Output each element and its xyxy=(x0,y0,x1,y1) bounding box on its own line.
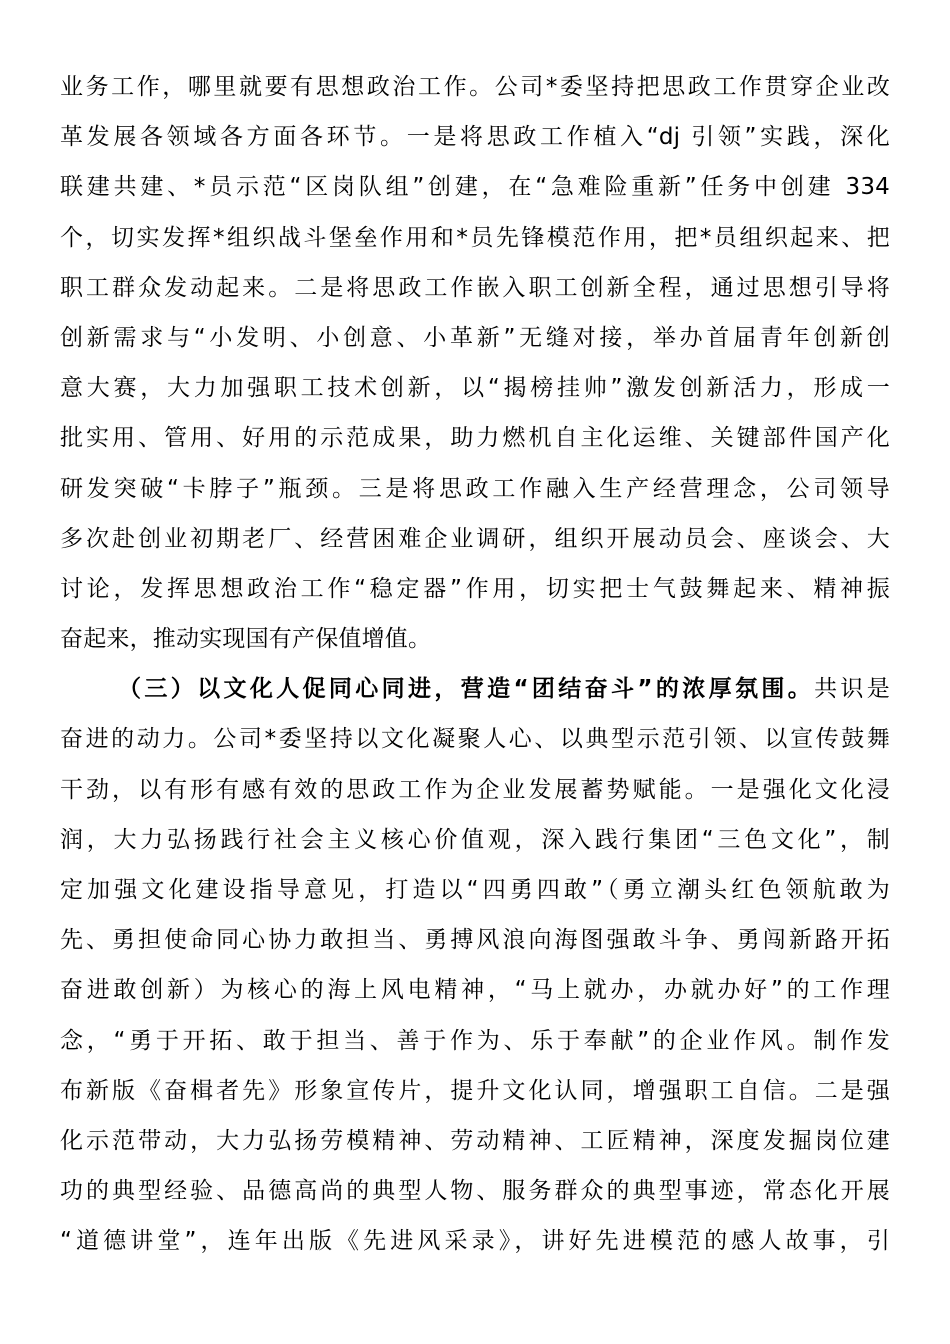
paragraph-line: 业务工作，哪里就要有思想政治工作。公司*委坚持把思政工作贯穿企业改 xyxy=(60,74,890,100)
paragraph-line: 讨论，发挥思想政治工作“稳定器”作用，切实把士气鼓舞起来、精神振 xyxy=(60,575,890,602)
paragraph-line: 润，大力弘扬践行社会主义核心价值观，深入践行集团“三色文化”，制 xyxy=(60,826,890,853)
paragraph-line: 奋起来，推动实现国有产保值增值。 xyxy=(60,626,432,653)
paragraph-line: 个，切实发挥*组织战斗堡垒作用和*员先锋模范作用，把*员组织起来、把 xyxy=(60,224,890,251)
paragraph-line: “道德讲堂”，连年出版《先进风采录》，讲好先进模范的感人故事，引 xyxy=(60,1228,890,1255)
paragraph-line: 革发展各领域各方面各环节。一是将思政工作植入“dj 引领”实践，深化 xyxy=(60,124,890,151)
paragraph-line: 批实用、管用、好用的示范成果，助力燃机自主化运维、关键部件国产化 xyxy=(60,425,890,452)
section-heading-line xyxy=(60,664,890,714)
paragraph-line: 化示范带动，大力弘扬劳模精神、劳动精神、工匠精神，深度发掘岗位建 xyxy=(60,1127,890,1154)
paragraph-line: 创新需求与“小发明、小创意、小革新”无缝对接，举办首届青年创新创 xyxy=(60,324,890,351)
paragraph-line: 干劲，以有形有感有效的思政工作为企业发展蓄势赋能。一是强化文化浸 xyxy=(60,776,890,803)
paragraph-line: 职工群众发动起来。二是将思政工作嵌入职工创新全程，通过思想引导将 xyxy=(60,274,890,301)
section-text: 共识是 xyxy=(814,676,890,703)
paragraph-line: 意大赛，大力加强职工技术创新，以“揭榜挂帅”激发创新活力，形成一 xyxy=(60,375,890,402)
paragraph-line: 定加强文化建设指导意见，打造以“四勇四敢”（勇立潮头红色领航敢为 xyxy=(60,877,890,903)
paragraph-line: 联建共建、*员示范“区岗队组”创建，在“急难险重新”任务中创建 334 xyxy=(60,174,890,201)
paragraph-line: 念，“勇于开拓、敢于担当、善于作为、乐于奉献”的企业作风。制作发 xyxy=(60,1027,890,1054)
paragraph-line: 多次赴创业初期老厂、经营困难企业调研，组织开展动员会、座谈会、大 xyxy=(60,525,890,552)
paragraph-line: 功的典型经验、品德高尚的典型人物、服务群众的典型事迹，常态化开展 xyxy=(60,1178,890,1205)
paragraph-line: 研发突破“卡脖子”瓶颈。三是将思政工作融入生产经营理念，公司领导 xyxy=(60,475,890,502)
paragraph-line: 先、勇担使命同心协力敢担当、勇搏风浪向海图强敢斗争、勇闯新路开拓 xyxy=(60,927,890,954)
paragraph-line: 奋进敢创新）为核心的海上风电精神，“马上就办，办就办好”的工作理 xyxy=(60,977,890,1004)
section-heading: （三）以文化人促同心同进，营造“团结奋斗”的浓厚氛围。 xyxy=(118,676,815,703)
paragraph-line: 奋进的动力。公司*委坚持以文化凝聚人心、以典型示范引领、以宣传鼓舞 xyxy=(60,726,890,753)
paragraph-line: 布新版《奋楫者先》形象宣传片，提升文化认同，增强职工自信。二是强 xyxy=(60,1077,890,1104)
document-page xyxy=(60,62,890,1267)
